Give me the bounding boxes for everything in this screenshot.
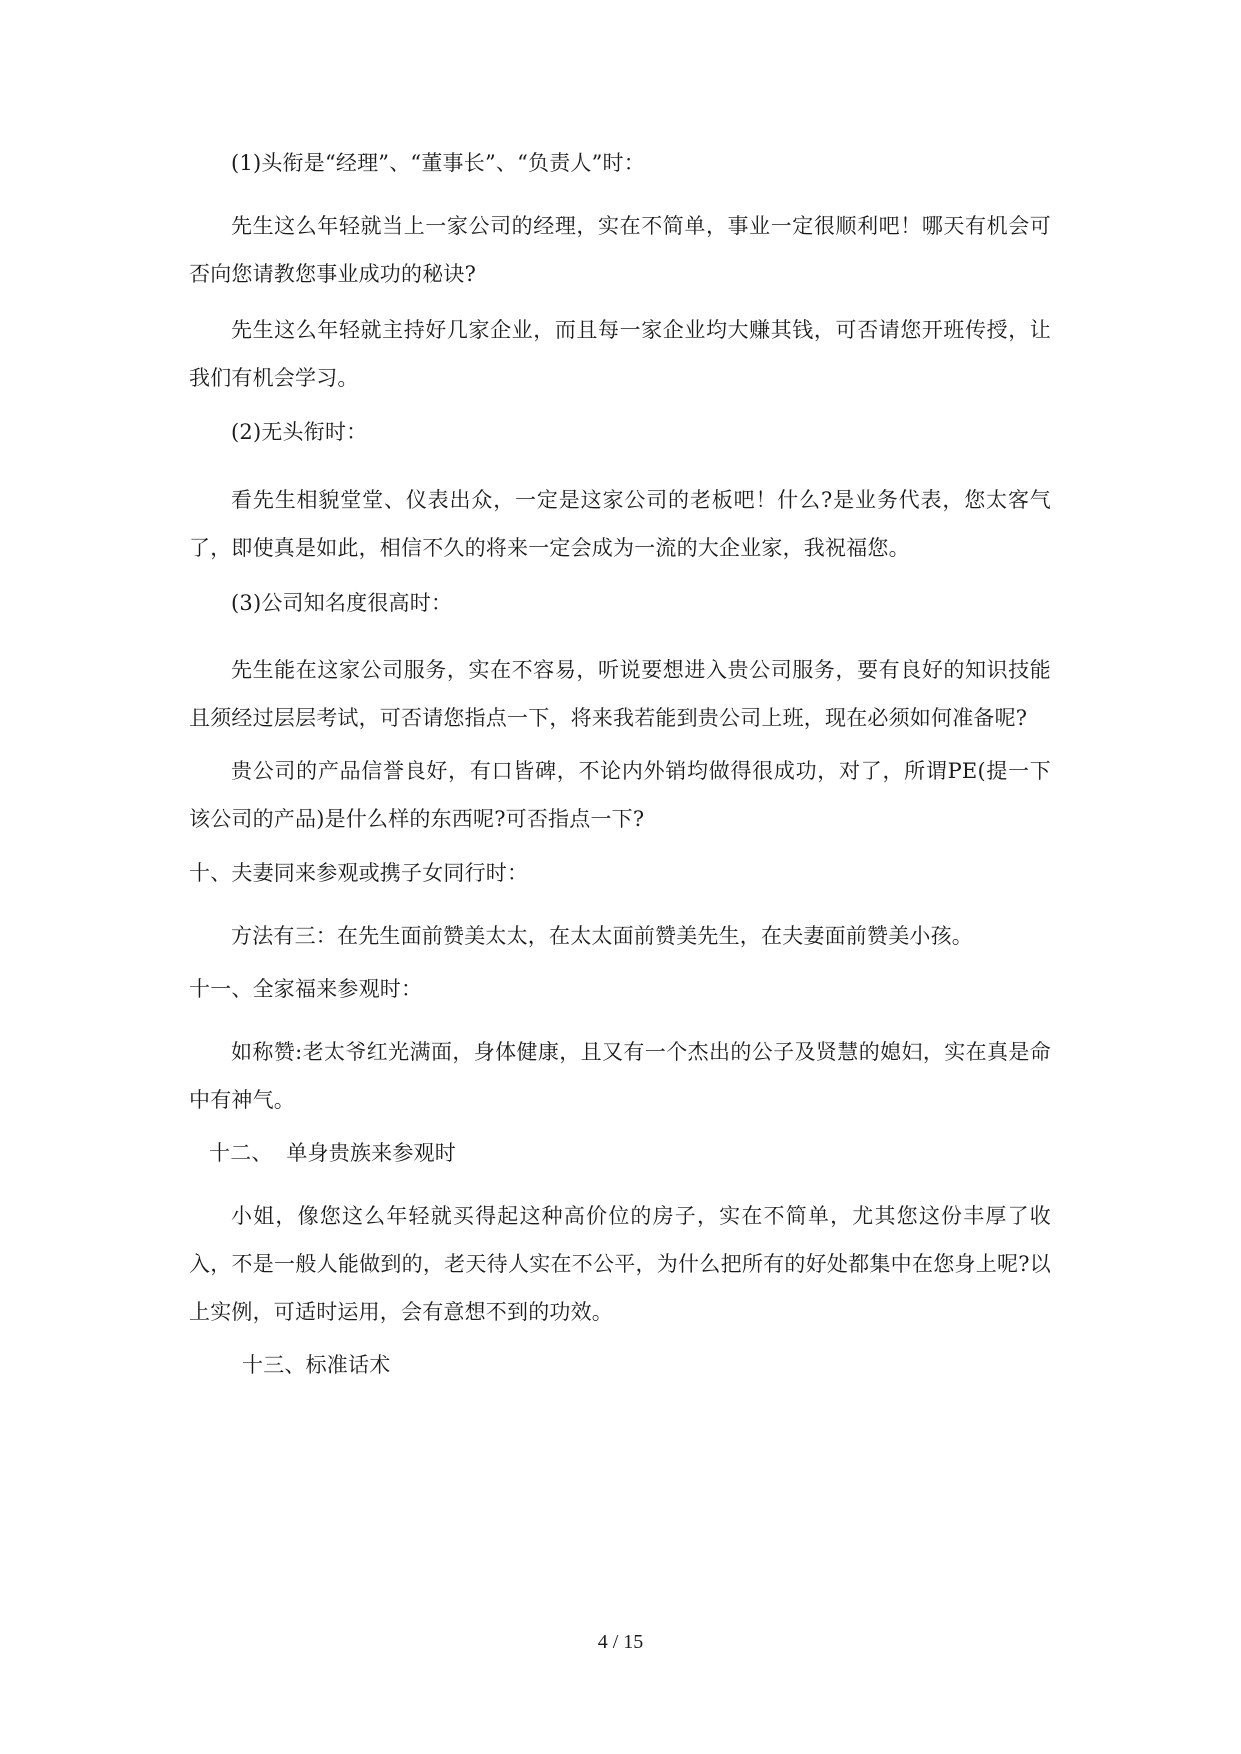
paragraph-multi-business-praise: 先生这么年轻就主持好几家企业，而且每一家企业均大赚其钱，可否请您开班传授，让我们有机会学习。 [189, 318, 1051, 390]
paragraph-single-praise: 小姐，像您这么年轻就买得起这种高价位的房子，实在不简单，尤其您这份丰厚了收入，不是一般人能做到的，老天待人实在不公平，为什么把所有的好处都集中在您身上呢?以上实例，可适时运用，会有意想不到的功效。 [189, 1204, 1051, 1324]
section-heading-standard-script: 十三、标准话术 [242, 1353, 391, 1377]
paragraph-couple-method: 方法有三：在先生面前赞美太太，在太太面前赞美先生，在夫妻面前赞美小孩。 [231, 924, 973, 948]
section-heading-couple: 十、夫妻同来参观或携子女同行时： [189, 861, 529, 885]
section-heading-single: 十二、 单身贵族来参观时 [209, 1141, 456, 1165]
heading-title-manager: (1)头衔是“经理”、“董事长”、“负责人”时： [231, 151, 645, 175]
paragraph-famous-company-praise: 先生能在这家公司服务，实在不容易，听说要想进入贵公司服务，要有良好的知识技能且须经过层层考试，可否请您指点一下，将来我若能到贵公司上班，现在必须如何准备呢? [189, 658, 1051, 730]
paragraph-no-title-praise: 看先生相貌堂堂、仪表出众，一定是这家公司的老板吧！什么?是业务代表，您太客气了，即使真是如此，相信不久的将来一定会成为一流的大企业家，我祝福您。 [189, 488, 1051, 560]
section-heading-family: 十一、全家福来参观时： [189, 977, 423, 1001]
page-number: 4 / 15 [597, 1631, 644, 1653]
heading-no-title: (2)无头衔时： [231, 420, 368, 444]
heading-famous-company: (3)公司知名度很高时： [231, 591, 453, 615]
paragraph-product-praise: 贵公司的产品信誉良好，有口皆碑，不论内外销均做得很成功，对了，所谓PE(提一下该公司的产品)是什么样的东西呢?可否指点一下? [189, 759, 1051, 831]
paragraph-family-praise: 如称赞:老太爷红光满面，身体健康，且又有一个杰出的公子及贤慧的媳妇，实在真是命中有神气。 [189, 1040, 1051, 1112]
paragraph-manager-praise: 先生这么年轻就当上一家公司的经理，实在不简单，事业一定很顺利吧！哪天有机会可否向您请教您事业成功的秘诀? [189, 214, 1051, 286]
